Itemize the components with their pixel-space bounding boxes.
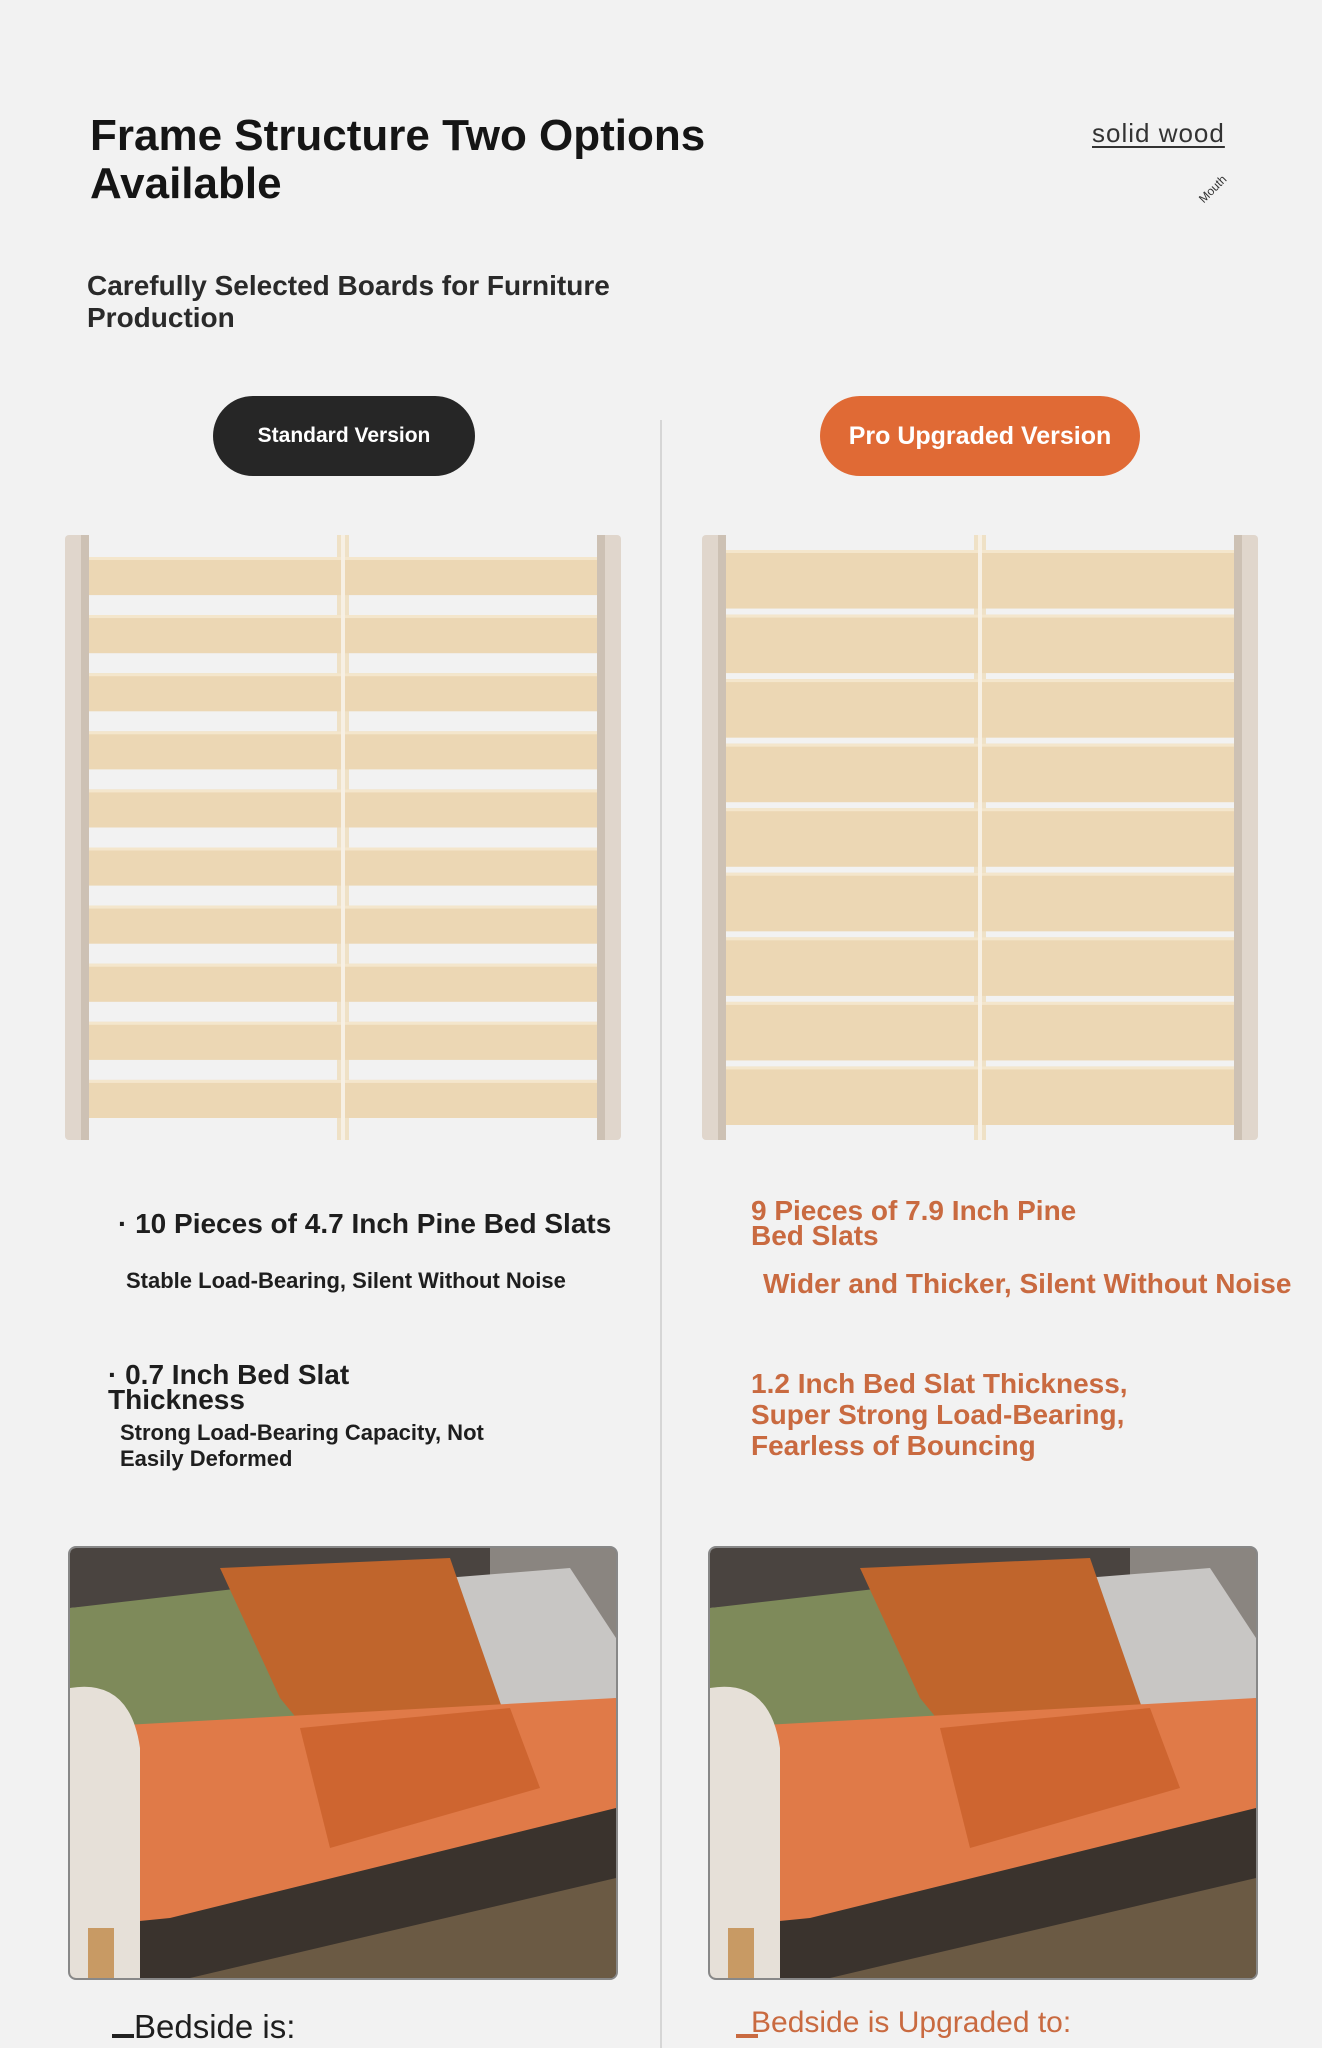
standard-feature-thickness: · 0.7 Inch Bed Slat Thickness [108, 1359, 350, 1415]
pro-bedside-label: Bedside is Upgraded to: [751, 2006, 1072, 2039]
page-subtitle: Carefully Selected Boards for Furniture Production [87, 270, 610, 333]
pro-feature-slats: 9 Pieces of 7.9 Inch Pine Bed Slats [751, 1195, 1077, 1251]
right-rail-shade [1234, 535, 1242, 1140]
standard-feature-thickness-desc: Strong Load-Bearing Capacity, Not Easily Deformed [120, 1420, 484, 1471]
bed-corner-image [70, 1548, 616, 1978]
left-rail-shade [81, 535, 89, 1140]
mouth-tag: Mouth [1195, 172, 1230, 206]
pro-feature-slats-desc: Wider and Thicker, Silent Without Noise [763, 1268, 1292, 1299]
standard-bedside-label: Bedside is: [134, 2008, 296, 2045]
standard-version-badge: Standard Version [213, 396, 475, 476]
pro-bedside-photo [708, 1546, 1258, 1980]
standard-feature-slats-desc: Stable Load-Bearing, Silent Without Noise [126, 1268, 566, 1293]
standard-bedside-photo [68, 1546, 618, 1980]
column-divider [660, 420, 662, 2048]
pro-slat-frame [702, 535, 1258, 1140]
left-rail-shade [718, 535, 726, 1140]
pro-slat-illustration [702, 535, 1258, 1140]
center-seam [341, 535, 345, 1140]
standard-slat-illustration [65, 535, 621, 1140]
center-seam [978, 535, 982, 1140]
page-title: Frame Structure Two Options Available [90, 111, 706, 208]
solid-wood-tag: solid wood [1092, 118, 1225, 148]
standard-feature-slats: · 10 Pieces of 4.7 Inch Pine Bed Slats [118, 1208, 612, 1239]
pro-version-badge: Pro Upgraded Version [820, 396, 1140, 476]
pro-feature-thickness: 1.2 Inch Bed Slat Thickness, Super Strong Load-Bearing, Fearless of Bouncing [751, 1368, 1128, 1461]
right-rail-shade [597, 535, 605, 1140]
standard-slat-frame [65, 535, 621, 1140]
bed-corner-image [710, 1548, 1256, 1978]
standard-bedside-marker [112, 2034, 134, 2038]
